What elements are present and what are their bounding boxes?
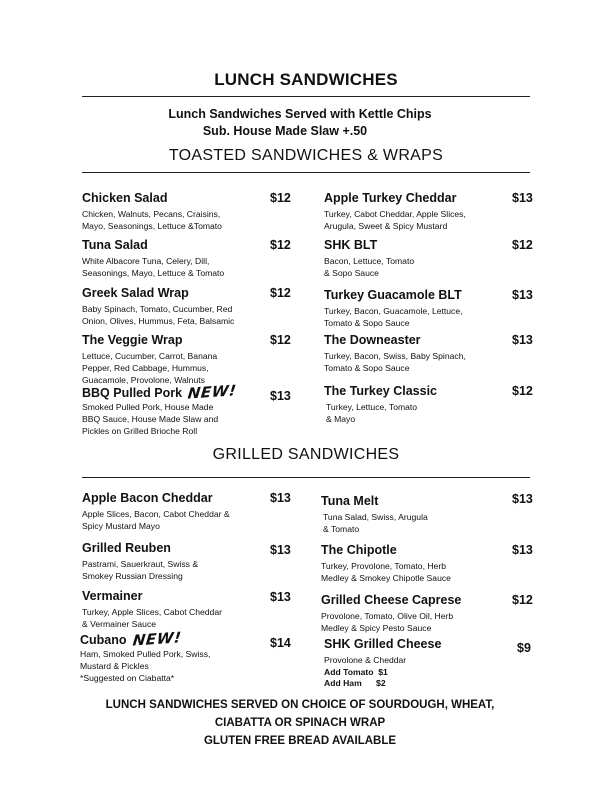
item-name: The Downeaster <box>324 333 421 347</box>
item-price: $12 <box>270 286 291 300</box>
item-name: The Veggie Wrap <box>82 333 183 347</box>
item-price: $13 <box>270 590 291 604</box>
footer-line: GLUTEN FREE BREAD AVAILABLE <box>203 735 397 747</box>
item-description: Chicken, Walnuts, Pecans, Craisins, Mayo, Seasonings, Lettuce &Tomato <box>82 209 222 231</box>
item-name-row <box>80 630 290 648</box>
item-name: Cubano <box>80 633 127 647</box>
item-name: Grilled Reuben <box>82 541 171 555</box>
item-price: $13 <box>512 333 533 347</box>
item-name: Chicken Salad <box>82 191 168 205</box>
item-name: Turkey Guacamole BLT <box>324 288 462 302</box>
item-description: Turkey, Apple Slices, Cabot Cheddar & Vermainer Sauce <box>82 607 222 629</box>
item-price: $12 <box>270 191 291 205</box>
item-price: $13 <box>270 543 291 557</box>
item-description: Provolone & Cheddar <box>324 655 407 665</box>
item-price: $13 <box>512 288 533 302</box>
item-description: Bacon, Lettuce, Tomato & Sopo Sauce <box>324 256 415 278</box>
item-description: Turkey, Lettuce, Tomato & Mayo <box>326 402 418 424</box>
menu-item <box>321 494 531 536</box>
item-price: $13 <box>512 492 533 506</box>
item-description: Provolone, Tomato, Olive Oil, Herb Medley & Spicy Pesto Sauce <box>321 611 454 633</box>
menu-item <box>324 238 534 280</box>
item-description: Turkey, Bacon, Swiss, Baby Spinach, Tomato & Sopo Sauce <box>324 351 466 373</box>
menu-item <box>82 383 292 437</box>
item-name-row <box>82 383 292 401</box>
item-description: Lettuce, Cucumber, Carrot, Banana Pepper, Red Cabbage, Hummus, Guacamole, Provolone, Walnuts <box>82 351 218 385</box>
item-price: $13 <box>512 543 533 557</box>
item-name: The Turkey Classic <box>324 384 438 398</box>
menu-item <box>324 333 534 375</box>
divider <box>82 477 530 478</box>
menu-item <box>324 288 534 330</box>
menu-item <box>82 333 292 386</box>
menu-item <box>321 593 531 635</box>
addon-ham: Add Ham $2 <box>324 678 386 689</box>
item-name: SHK Grilled Cheese <box>324 637 442 651</box>
menu-item <box>321 543 531 585</box>
footer-line: CIABATTA OR SPINACH WRAP <box>214 717 386 729</box>
divider <box>82 172 530 173</box>
item-price: $9 <box>517 641 531 655</box>
new-badge: NEW! <box>186 381 238 403</box>
item-description: Turkey, Provolone, Tomato, Herb Medley & Smokey Chipotle Sauce <box>321 561 451 583</box>
item-description: Pastrami, Sauerkraut, Swiss & Smokey Russian Dressing <box>82 559 199 581</box>
subtitle-slaw: Sub. House Made Slaw +.50 <box>202 124 368 138</box>
item-name: Vermainer <box>82 589 143 603</box>
item-description: White Albacore Tuna, Celery, Dill, Seasonings, Mayo, Lettuce & Tomato <box>82 256 225 278</box>
menu-item <box>82 491 292 533</box>
item-description: Ham, Smoked Pulled Pork, Swiss, Mustard & Pickles *Suggested on Ciabatta* <box>80 649 211 683</box>
menu-item <box>82 589 292 631</box>
item-name: Apple Turkey Cheddar <box>324 191 457 205</box>
item-description: Turkey, Cabot Cheddar, Apple Slices, Arugula, Sweet & Spicy Mustard <box>324 209 466 231</box>
menu-item <box>82 286 292 328</box>
divider <box>82 96 530 97</box>
item-name: Greek Salad Wrap <box>82 286 189 300</box>
item-price: $13 <box>512 191 533 205</box>
footer-note <box>0 696 600 750</box>
item-price: $13 <box>270 389 291 403</box>
menu-item <box>80 630 290 684</box>
item-name: The Chipotle <box>321 543 397 557</box>
menu-item <box>82 541 292 583</box>
item-description: Apple Slices, Bacon, Cabot Cheddar & Spicy Mustard Mayo <box>82 509 230 531</box>
item-price: $13 <box>270 491 291 505</box>
item-price: $12 <box>270 238 291 252</box>
menu-item <box>82 238 292 280</box>
item-price: $14 <box>270 636 291 650</box>
subtitle-chips: Lunch Sandwiches Served with Kettle Chips <box>168 107 432 121</box>
item-price: $12 <box>270 333 291 347</box>
item-name: Apple Bacon Cheddar <box>82 491 213 505</box>
item-price: $12 <box>512 238 533 252</box>
item-name: BBQ Pulled Pork <box>82 386 183 400</box>
item-description: Turkey, Bacon, Guacamole, Lettuce, Tomato & Sopo Sauce <box>324 306 463 328</box>
new-badge: NEW! <box>131 628 182 650</box>
menu-item <box>324 384 534 426</box>
section-heading-grilled: GRILLED SANDWICHES <box>212 446 400 463</box>
item-name: Tuna Melt <box>321 494 379 508</box>
footer-line: LUNCH SANDWICHES SERVED ON CHOICE OF SOURDOUGH, WHEAT, <box>105 699 495 711</box>
item-price: $12 <box>512 384 533 398</box>
item-name: SHK BLT <box>324 238 378 252</box>
item-description: Baby Spinach, Tomato, Cucumber, Red Onion, Olives, Hummus, Feta, Balsamic <box>82 304 235 326</box>
item-price: $12 <box>512 593 533 607</box>
item-name: Tuna Salad <box>82 238 148 252</box>
section-heading-toasted: TOASTED SANDWICHES & WRAPS <box>168 147 444 164</box>
menu-item <box>324 191 534 233</box>
page-title: LUNCH SANDWICHES <box>214 70 398 89</box>
addon-tomato: Add Tomato $1 <box>324 666 388 677</box>
item-description: Tuna Salad, Swiss, Arugula & Tomato <box>323 512 428 534</box>
menu-item <box>324 637 534 690</box>
item-description: Smoked Pulled Pork, House Made BBQ Sauce, House Made Slaw and Pickles on Grilled Brioche Roll <box>82 402 219 436</box>
menu-item <box>82 191 292 233</box>
item-name: Grilled Cheese Caprese <box>321 593 462 607</box>
